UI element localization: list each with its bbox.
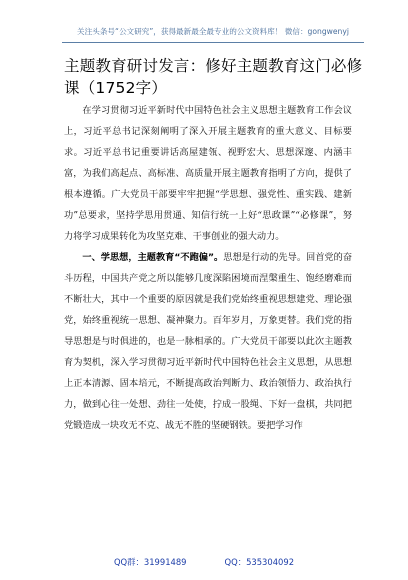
section-1-paragraph — [64, 247, 352, 436]
document-body — [64, 100, 352, 436]
header-banner-text: 关注头条号“公文研究”，获得最新最全最专业的公文资料库！ 微信：gongwenyj — [77, 26, 349, 36]
document-title: 主题教育研讨发言：修好主题教育这门必修课（1752字） — [64, 57, 363, 97]
footer — [0, 556, 408, 572]
header-banner — [62, 20, 364, 43]
footer-qq-group: QQ群：31991489 — [113, 557, 187, 567]
section-1-text: 思想是行动的先导。回首党的奋斗历程，中国共产党之所以能够几度深陷困境而涅槃重生、饱经磨难而不断壮大，其中一个重要的原因就是我们党始终重视思想建党、理论强党，始终重视统一思想、凝神聚力。百年岁月，万象更替。我们党的指导思想是与时俱进的，也是一脉相承的。广大党员干部要以此次主题教育为契机，深入学习贯彻习近平新时代中国特色社会主义思想，从思想上正本清源、固本培元，不断提高政治判断力、政治领悟力、政治执行力，做到心往一处想、劲往一处使，拧成一股绳、下好一盘棋，共同把党锻造成一块攻无不克、战无不胜的坚硬钢铁。要把学习作 — [64, 252, 353, 431]
intro-paragraph: 在学习贯彻习近平新时代中国特色社会主义思想主题教育工作会议上，习近平总书记深刻阐明了深入开展主题教育的重大意义、目标要求。习近平总书记重要讲话高屋建瓴、视野宏大、思想深邃、内涵丰富，为我们高起点、高标准、高质量开展主题教育指明了方向，提供了根本遵循。广大党员干部要牢牢把握“学思想、强党性、重实践、建新功”总要求，坚持学思用贯通、知信行统一上好“思政课”“必修课”，努力将学习成果转化为攻坚克难、干事创业的强大动力。 — [64, 105, 352, 242]
footer-qq: QQ：535304092 — [224, 557, 295, 567]
section-1-heading: 一、学思想，主题教育“不跑偏”。 — [82, 252, 224, 263]
